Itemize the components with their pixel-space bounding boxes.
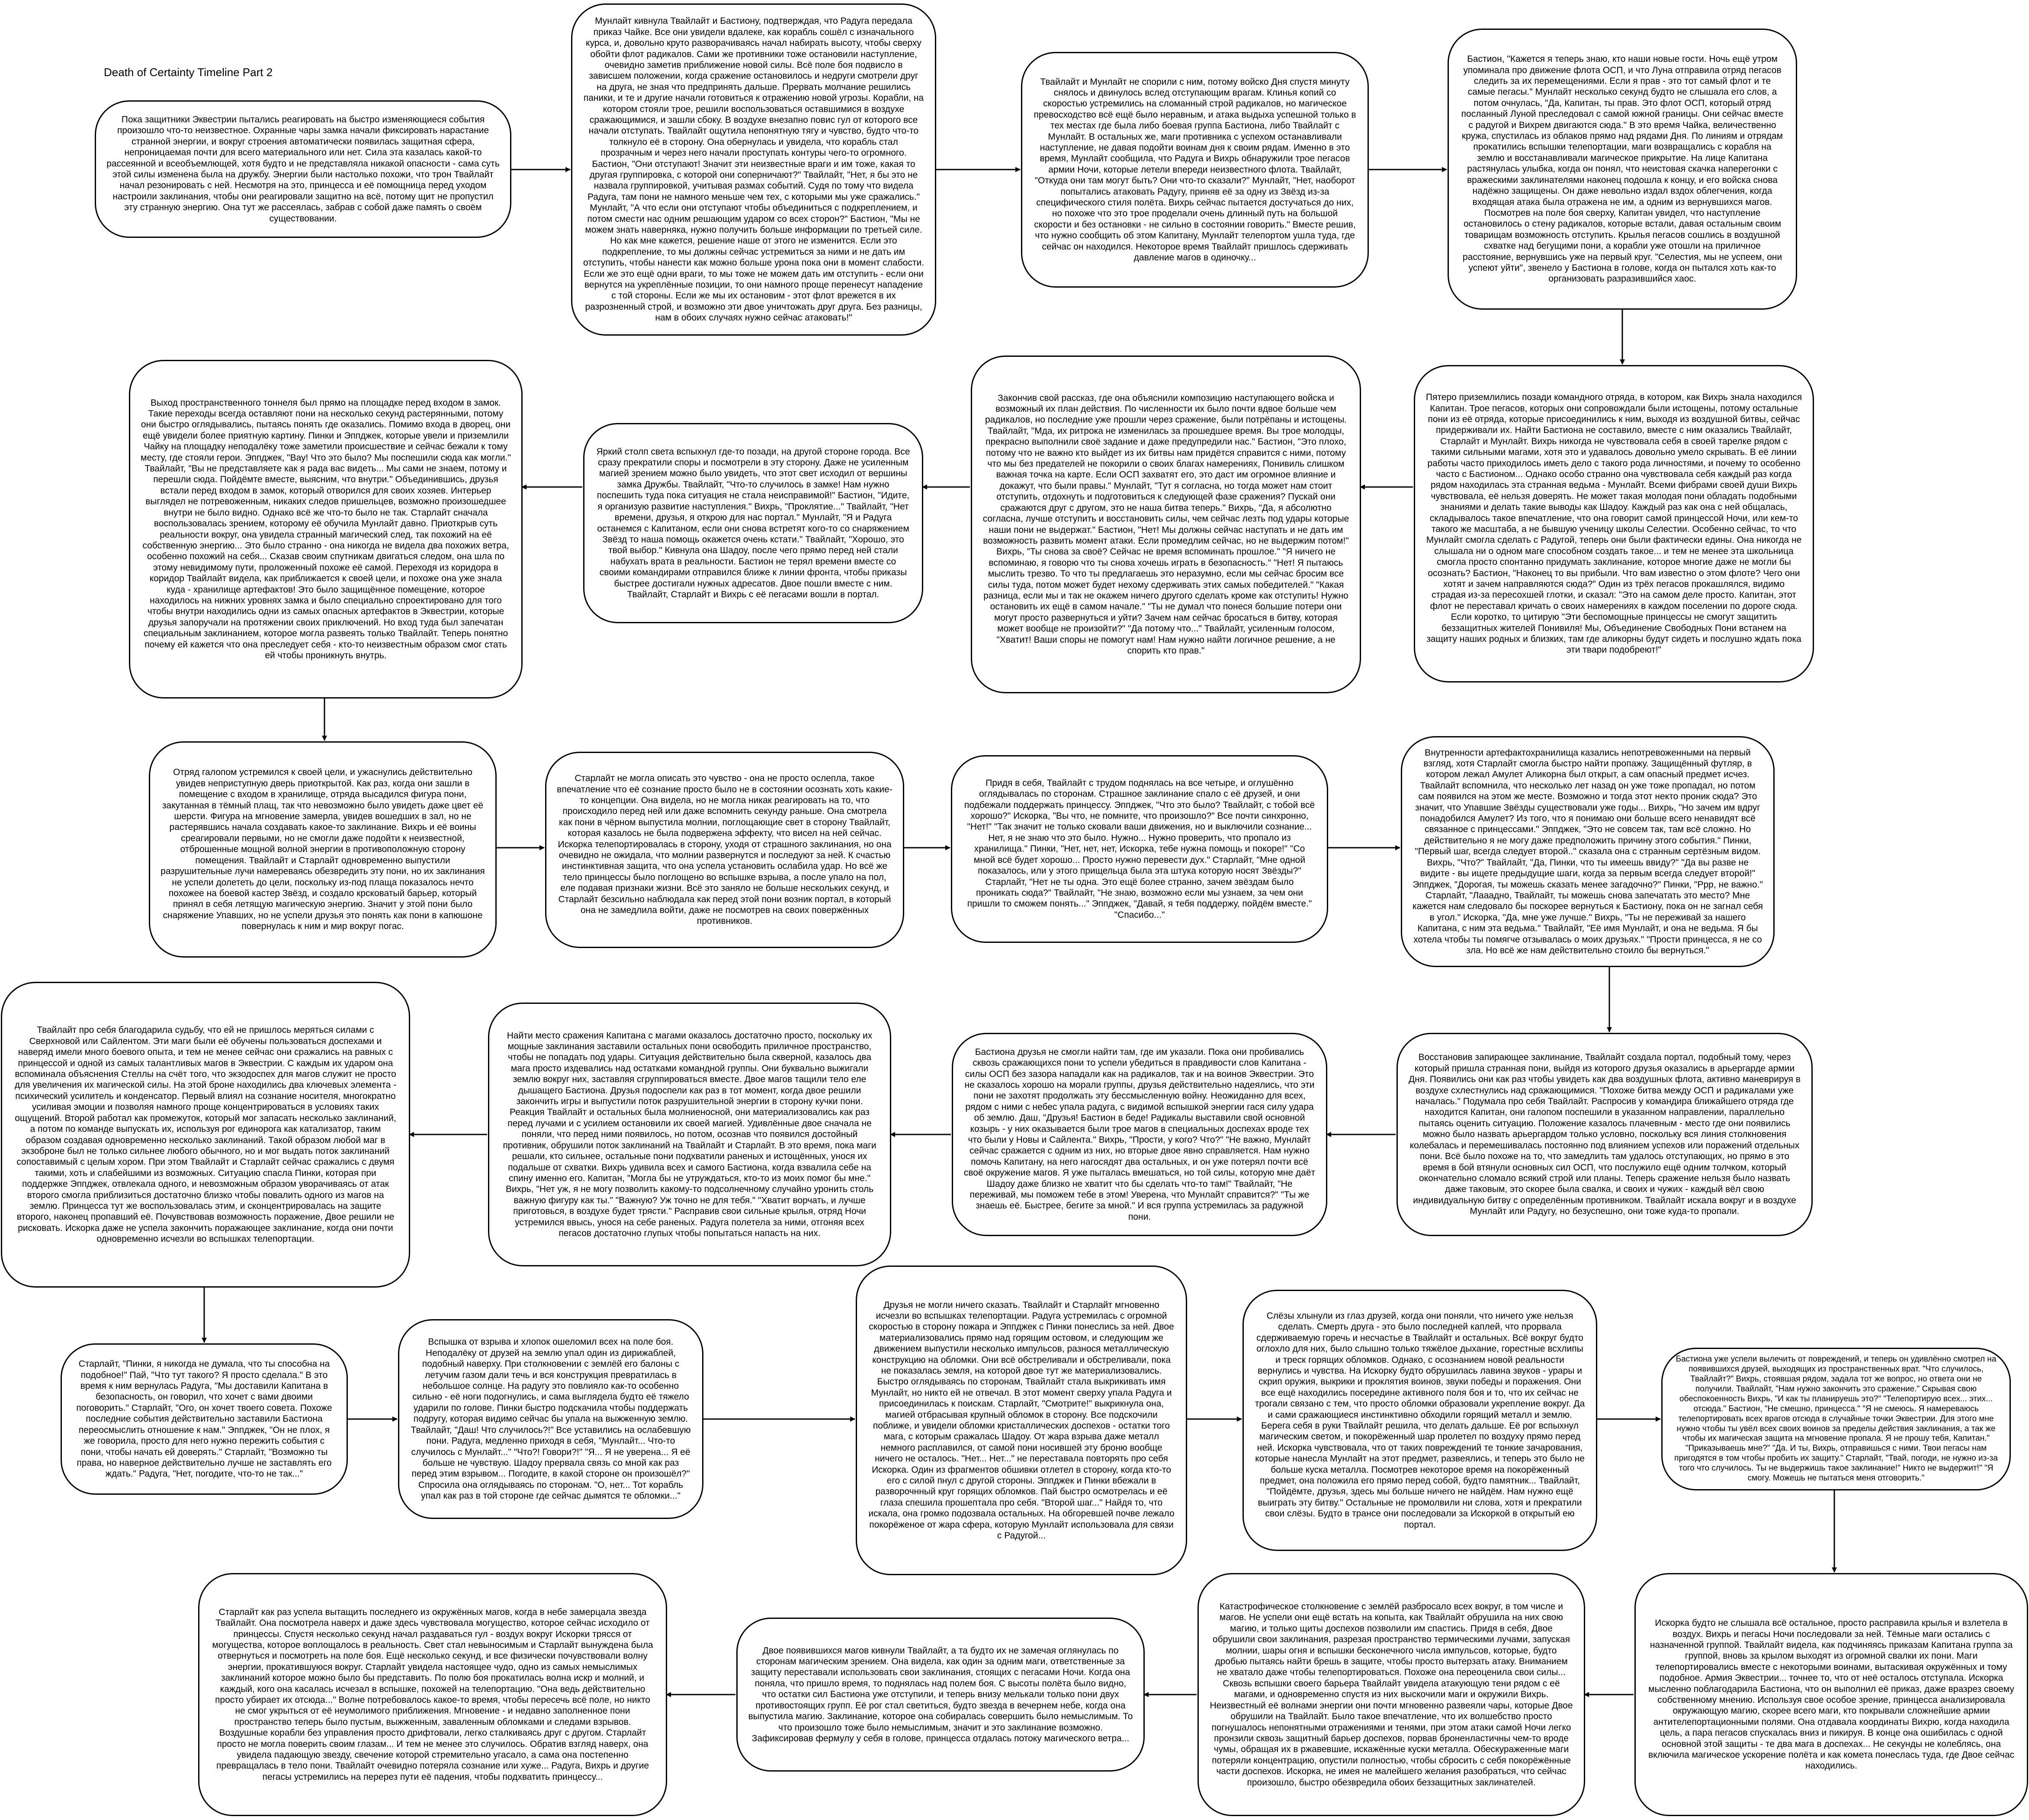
timeline-node-17: Старлайт, "Пинки, я никогда не думала, что ты способна на подобное!" Пай, "Что тут такого? Я просто сделала." В это время к ним вернулась Радуга, "Мы доставили Капитана в безопасность, он говорил, что хочет с вами двоими поговорить." Старлайт, "Ого, он хочет твоего совета. Похоже последние события действительно заставили Бастиона переосмыслить отношение к нам." Эппджек, "Он не плох, я же говорила, просто для него нужно пережить события с пони, чтобы начать ей доверять." Старлайт, "Возможно ты права, но наверное действительно лучше не заставлять его ждать." Радуга, "Нет, погодите, что-то не так..." (61, 1343, 348, 1495)
timeline-node-11: Придя в себя, Твайлайт с трудом поднялась на все четыре, и оглушённо оглядывалась по сторонам. Страшное заклинание спало с её друзей, и они подбежали поддержать принцессу. Эппджек, "Что это было? Твайлайт, с тобой всё хорошо?" Искорка, "Вы что, не помните, что произошло?" Все почти синхронно, "Нет!" "Так значит не только сковали ваши движения, но и выключили сознание... Нет, я не знаю что это было. Нужно... Нужно проверить, что пропало из хранилища." Пинки, "Нет, нет, нет, Искорка, тебе нужна помощь и покоре!" "Со мной всё будет хорошо... Просто нужно перевести дух." Старлайт, "Мне одной показалось, или у этого прищельца была эта штука которую носят Звёзды?" Старлайт, "Нет не ты одна. Это ещё более странно, зачем звёздам было проникать сюда?" Твайлайт, "Не знаю, возможно если мы узнаем, за чем они пришли то сможем понять..." Эппджек, "Давай, я тебя поддержу, пойдём вместе." "Спасибо..." (951, 755, 1328, 943)
timeline-node-22: Старлайт как раз успела вытащить последнего из окружённых магов, когда в небе замерцала звезда Твайлайт. Она посмотрела наверх и даже здесь чувствовала могущество, которое сейчас исходило от принцессы. Спустя несколько секунд начал раздаваться гул - воздух вокруг Искорки трясся от могущества, которое воплощалось в реальность. Свет стал невыносимым и Старлайт вынуждена была отвернуться и посмотреть на поле боя. Ещё несколько секунд, и все физически почувствовали волну энергии, прокатившуюся вокруг. Старлайт увидела настоящее чудо, одно из самых немыслимых заклинаний которое можно было бы представить. По полю боя прокатилась волна искр и молний, и каждый, кого она касалась исчезал в вспышке, похожей на телепортацию. "Она ведь действительно просто убирает их отсюда..." Волне потребовалось какое-то время, чтобы пересечь всё поле, но никто не смог укрыться от её неумолимого приближения. Мгновение - и недавно заполненное пони пространство теперь было пустым, выжженным, заваленным обломками и следами взрывов. Воздушные корабли без управления просто дрифтовали, легко сталкиваясь друг с другом. Старлайт просто не могла поверить своим глазам... И тем не менее это случилось. Обратив взгляд наверх, она увидела падающую звезду, свечение которой стремительно угасало, а сама она постепенно превращалась в тело пони. Твайлайт очевидно потеряла сознание или хуже... Радуга, Вихрь и другие пегасы устремились на перерез пути её падения, чтобы подхватить принцессу... (198, 1573, 667, 1816)
timeline-node-14: Найти место сражения Капитана с магами оказалось достаточно просто, поскольку их мощные заклинания заставили остальных пони освободить приличное пространство, чтобы не попадать под удары. Ситуация действительно была скверной, казалось два мага просто издевались над остатками командной группы. Они буквально выжигали землю вокруг них, заставляя сгруппироваться вместе. Двое магов тащили тело еле дышащего Бастиона. Друзья подоспели как раз в тот момент, когда двое решили закончить игры и выпустили поток разрушительной энергии в сторону кучки пони. Реакция Твайлайт и остальных была молниеносной, они материализовались как раз перед лучами и с усилием остановили их своей магией. Удивлённые двое сначала не поняли, что перед ними появилось, но потом, осознав что появился достойный противник, обрушили поток заклинаний на Твайлайт и Старлайт. В это время, пока маги решали, кто сильнее, остальные пони подхватили раненых и истощённых, унося их подальше от схватки. Вихрь удивила всех и самого Бастиона, когда взвалила себе на спину именно его. Капитан, "Могла бы не утруждаться, кто-то из моих помог бы мне." Вихрь, "Нет уж, я не могу позволить какому-то подсолнечному случайно уронить столь важную фигуру как ты." "Важную? Уж точно не для тебя." "Хватит ворчать, и лучше приготовься, в воздухе будет трясти." Расправив свои сильные крылья, отряд Ночи устремился ввысь, унося на себе раненых. Радуга полетела за ними, отгоняя всех пегасов достаточно глупых чтобы попытаться напасть на них. (488, 1003, 891, 1266)
timeline-node-7: Закончив свой рассказ, где она объяснили композицию наступающего войска и возможный их план действия. По численности их было почти вдвое больше чем радикалов, но последние уже прошли через сражение, были потрёпаны и истощены. Твайлайт, "Мда, их ритрока не изменилась за прошедшее время. Вы трое молодцы, прекрасно выполнили своё задание и даже предупредили нас." Бастион, "Это плохо, потому что не важно кто выйдет из их битвы нам придётся справится с ними, потому что мы без предателей не покорили о своих благах намерениях, Понивиль слишком важная точка на карте. Если ОСП захватят его, это даст им огромное влияние и докажут, что были правы." Мунлайт, "Тут я согласна, но тогда может нам стоит отступить, отдохнуть и подготовиться к следующей фазе сражения? Пускай они сражаются друг с другом, это не наша битва теперь." Вихрь, "Да, я абсолютно согласна, лучше отступить и восстановить силы, чем сейчас лезть под удары которые наши пони не выдержат." Бастион, "Нет! Мы должны сейчас наступать и не дать им возможность развить момент атаки. Если промедлим сейчас, но не выдержим потом!" Вихрь, "Ты снова за своё? Сейчас не время вспоминать прошлое." "Я ничего не вспоминаю, я говорю что ты снова хочешь играть в безопасность." "Нет! Я пытаюсь мыслить трезво. То что ты предлагаешь это неразумно, если мы сейчас бросим все силы туда, потом может будет нехому сдерживать этих самых победителей." "Какая разница, если мы и так не окажем ничего другого сделать кроме как отступить! Нужно остановить их ещё в самом начале." "Ты не думал что понеся большие потери они могут просто развернуться и уйти? Зачем нам сейчас бросаться в битву, которая может вообще не произойти?" "Да потому что..." Твайлайт, усиленным голосом, "Хватит! Ваши споры не помогут нам! Нам нужно найти логичное решение, а не спорить кто прав." (971, 356, 1361, 693)
timeline-node-21: Бастиона уже успели вылечить от повреждений, и теперь он удивлённо смотрел на появившихся друзей, выходящих из пространственных врат. "Что случилось, Твайлайт?" Вихрь, стоявшая рядом, задала тот же вопрос, но ответа они не получили. Твайлайт, "Нам нужно закончить это сражение." Скрывая свою обеспокоенность Вихрь, "И как ты планируешь это?" "Телепортирую всех... этих... отсюда." Бастион, "Не смешно, принцесса." "Я не смеюсь. Я намереваюсь телепортировать всех врагов отсюда в случайные точки Эквестрии. Для этого мне нужно чтобы ты увёл всех своих воинов за пределы действия заклинания, а так же чтобы их магическая защита на мгновение пропала. Я не прошу тебя, Капитан." "Приказываешь мне?" "Да. И ты, Вихрь, отправишься с ними. Твои пегасы нам пригодятся в том чтобы пробить их защиту." Старлайт, "Твай, погоди, не нужно из-за того что случилось. Ты не выдержишь такое заклинание!" Никто не выдержит!" "Я смогу. Можешь не пытаться меня отговорить." (1661, 1348, 2011, 1490)
timeline-node-13: Твайлайт про себя благодарила судьбу, что ей не пришлось меряться силами с Сверхновой или Сайлентом. Эти маги были её обучены пользоваться доспехами и наверяд имели много боевого опыта, и тем не менее сейчас они сражались на равных с принцессой и одной из самых талантливых магов в Эквестрии. С каждым их ударом она вспоминала объяснения Стеллы на счёт того, что экзодоспех для магов служит не просто для увеличения их магической силы. На этой броне находились два ключевых элемента - психический усилитель и конденсатор. Первый влиял на сознание носителя, многократно усиливая эмоции и позволяя намного проще концентрироваться в условиях таких ощущений. Второй работал как промежуток, который мог запасать несколько заклинаний, а потом по команде выпускать их, используя рог единорога как катализатор, таким образом создавая одновременно несколько заклинаний. Такой образом любой маг в экзоброне был не только сильнее любого обычного, но и мог выдать поток заклинаний сопоставимый с целым хором. При этом Твайлайт и Старлайт сейчас сражались с двумя такими, хоть и слабейшими из возможных. Ситуацию спасла Пинки, которая при поддержке Эппджек, отвлекала одного, и невозможным образом уворачиваясь от атак второго смогла приблизиться достаточно близко чтобы повалить одного из магов на землю. Принцесса тут же воспользовалась этим, и сконцентрировалась на защите второго, наконец пропавший её. Почувствовав возможность поражение, Двое решили не рисковать. Искорка даже не успела закончить поражающее заклинание, когда они почти одновременно исчезли во вспышках телепортации. (1, 982, 410, 1288)
timeline-node-20: Слёзы хлынули из глаз друзей, когда они поняли, что ничего уже нельзя сделать. Смерть друга - это было последней каплей, что прорвала сдерживаемую горечь и несчастье в Твайлайт и остальных. Всё вокруг будто оглохло для них, было слышно только тяжёлое дыхание, горестные всхлипы и треск горящих обломков. Однако, с осознанием новой реальности вернулись и чувства. На Искорку будто обрушилась лавина звуков - урары и скрип оружия, выкрики и проклятия воинов, звуки победы и поражения. Они все ещё находились посередине активного поля боя и то, что их сейчас не трогали связано с тем, что просто обломки образовали укрепление вокруг. Да и сами сражающиеся инстинктивно обходили горящий металл и землю. Берега себя в руки Твайлайт решила, что делать дальше. Её рог вспыхнул магическим светом, и покорёженный шар пролетел по воздуху прямо перед ней. Искорка чувствовала, что от таких повреждений те тонкие зачарования, которые нанесла Мунлайт на этот предмет, развеялись, и теперь это было не больше куска металла. Посмотрев некоторое время на покорёженный предмет, она положила его прямо перед собой, будто памятник... Твайлайт, "Пойдёмте, друзья, здесь мы больше ничего не найдём. Нам нужно ещё выиграть эту битву." Остальные не промолвили ни слова, хотя и прекратили свои слёзы. Будто в трансе они последовали за Искоркой в открытый ею портал. (1242, 1290, 1597, 1551)
timeline-node-6: Яркий столп света вспыхнул где-то позади, на другой стороне города. Все сразу прекратили споры и посмотрели в эту сторону. Даже не усиленным магией зрением можно было увидеть, что этот свет исходил от вершины замка Дружбы. Твайлайт, "Что-то случилось в замке! Нам нужно поспешить туда пока ситуация не стала неисправимой!" Бастион, "Идите, я организую развитие наступления." Вихрь, "Проклятие..." Твайлайт, "Нет времени, друзья, я открою для нас портал." Мунлайт, "Я и Радуга останемся с Капитаном, если они снова встретят кого-то со снаряжением Звёзд то наша помощь окажется очень кстати." Твайлайт, "Хорошо, это твой выбор." Кивнула она Шадоу, после чего прямо перед ней стали набухать врата в реальности. Бастион не терял времени вместе со своими командирами отправился ближе к линии фронта, чтобы приказы быстрее достигали нужных адресатов. Двое пошли вместе с ним. Твайлайт, Старлайт и Вихрь с её пегасами вошли в портал. (583, 423, 923, 623)
timeline-node-10: Старлайт не могла описать это чувство - она не просто ослепла, такое впечатление что её сознание просто было не в состоянии осознать хоть какие-то концепции. Она видела, но не могла никак реагировать на то, что происходило перед ней или даже вспомнить секунду раньше. Она смотрела как пони в чёрном выпустила молнии, поглощающие свет в сторону Твайлайт, которая казалось не была подвержена эффекту, что висел на ней сейчас. Искорка телепортировалась в сторону, уходя от страшного заклинания, но она очевидно не ожидала, что молнии развернутся и последуют за ней. К счастью инстинктивная защита, что она успела установить ослабила удар. Но всё же тело принцессы было поглощено во вспышке взрыва, а после упало на пол, еле подавая признаки жизни. Всё это заняло не больше нескольких секунд, и Старлайт безсильно наблюдала как перед этой пони возник портал, в который она не замедлила войти, даже не посмотрев на своих повержённых противников. (545, 752, 904, 948)
timeline-node-19: Друзья не могли ничего сказать. Твайлайт и Старлайт мгновенно исчезли во вспышках телепортации. Радуга устремилась с огромной скоростью в сторону пожара и Эппджек с Пинки понеслись за ней. Двое материализовались прямо над горящим остовом, и следующим же движением выпустили несколько импульсов, разнося металлическую конструкцию на обломки. Они всё обстреливали и обстреливали, пока не показалась земля, на которой двое тут же материализовались. Быстро оглядываясь по сторонам, Твайлайт стала выкрикивать имя Мунлайт, но никто ей не отвечал. В этот момент сверху упала Радуга и присоединилась к поискам. Старлайт, "Смотрите!" выкрикнула она, магией отбрасывая крупный обломок в сторону. Все подскочили поближе, и увидели обломки кристаллических доспехов - остатки того мага, с которым сражалась Шадоу. От жара взрыва даже металл немного расплавился, от самой пони носившей эту броню вообще ничего не осталось. "Нет... Нет..." не переставала повторять про себя Искорка. Один из фрагментов обшивки отлетел в сторону, когда кто-то его с силой пнул с другой стороны. Эппджек и Пинки вбежали в разворочнный круг горящих обломков. Пай быстро осмотрелась и её глаза спешила прошептала про себя. "Второй шаг..." Найдя то, что искала, она громко подозвала остальных. На обгоревшей почве лежало покорёженое от жара сферa, которую Мунлайт использовала для связи с Радугой... (856, 1266, 1187, 1575)
timeline-node-1: Пока защитники Эквестрии пытались реагировать на быстро изменяющиеся события произошло что-то неизвестное. Охранные чары замка начали фиксировать нарастание странной энергии, и вокруг строения автоматически появилась защитная сфера, непроницаемая почти для всего материального или нет. Сила эта казалась какой-то рассеянной и всеобъемлющей, хотя будто и не представляла никакой опасности - сама суть этой силы изменена была на дружбу. Энергии были настолько похожи, что трон Твайлайт начал резонировать с ней. Несмотря на это, принцесса и её помощница перед уходом настроили заклинания, чтобы они реагировали защитно на всё, потому щит не пропустил эту странную энергию. Она тут же рассеялась, забрав с собой даже память о своём существовании. (95, 100, 511, 238)
timeline-node-9: Отряд галопом устремился к своей цели, и ужаснулись действительно увидев неприступную дверь приоткрытой. Как раз, когда они зашли в помещение с входом в хранилище, отряда высадился фигура пони, закутанная в тёмный плащ, так что невозможно было увидеть даже цвет её шерсти. Фигура на мгновение замерла, увидев вошедших в зал, но не растерявшись начала создавать какое-то заклинание. Вихрь и её воины среагировали первыми, но не смогли даже подойти к неизвестной, отброшенные мощной волной энергии в противоположную сторону помещения. Твайлайт и Старлайт одновременно выпустили разрушительные лучи намереваясь обезвредить эту пони, но их заклинания не успели долететь до цели, поскольку из-под плаща показалось нечто похожее на боевой кастер Звёзд, и создало крсковатый барьер, который принял в себя летящую магическую энергию. Значит у этой пони было снаряжение Упавших, но не успели друзья это понять как пони в капюшоне повернулась к ним и мир вокруг погас. (149, 741, 497, 958)
timeline-node-24: Катастрофическое столкновение с землёй разбросало всех вокруг, в том числе и магов. Не успели они ещё встать на копыта, как Твайлайт обрушила на них свою магию, и только щиты доспехов позволили им спастись. Придя в себя, Двое обрушили свои заклинания, разрезая пространство термическими лучами, запуская молнии, шары огня и вспышки бесконечного числа импульсов, которые, будто дробью пытаясь найти брешь в защите, чтобы просто вытерзать атаку. Вниманием не хватало даже чтобы телепортироваться. Похоже она переоценила свои силы... Сквозь вспышки своего барьера Твайлайт увидела атакующую тени рядом с её магами, и одновременно спустя из них выскочили маги и окружили Вихрь. Неизвестный её волнами энергии они почти мгновенно развеяли чары, которые Двое обрушили на Твайлайт. Было такое впечатление, что их волшебство просто погнушалось непонятными отражениями и тенями, при этом атаки самой Ночи легко пронзили сквозь защитный барьер доспехов, порвав броненластичны чем-то вроде чумы, обращая их в ржавевшие, искажённые куски металла. Обескураженные маги потеряли концентрацию, опустили полностью, чтобы сбросить с себя покорёжённые части доспехов. Искорка, не имея не малейшего желания разобраться, что сейчас произошло, быстро обезвредила обоих беззащитных заклинателей. (1197, 1573, 1585, 1816)
diagram-title: Death of Certainty Timeline Part 2 (104, 66, 273, 79)
timeline-node-25: Искорка будто не слышала всё остальное, просто расправила крылья и взлетела в воздух. Вихрь и пегасы Ночи последовали за ней. Тёмные маги остались с назначенной группой. Твайлайт видела, как подчиняясь приказам Капитана группа за группой, вновь за крылом выходят из огромной свалки их пони. Маги телепортировались вместе с некоторыми воинами, вытаскивая окружённых и тому подобное. Армия Эквестрии... точнее то, что от неё осталось отступала. Искорка мысленно поблагодарила Бастиона, что он выполнил её приказ, даже вразрез своему собственному мнению. Используя свое особое зрение, принцесса анализировала окружающую магию, скорее всего маги, кто покрывали сложнейшие армии антителепортационными полями. Она отдавала координаты Вихрю, когда находила цель, а пара пегасов спускалась вниз и пикируя. В конце она ошибилась с одной основной этой защиты - те два мага в доспехах... Не секунды не колеблясь, она включила магическое ускорение полёта и как комета понеслась туда, где Двое сейчас находились. (1634, 1573, 2028, 1816)
timeline-node-16: Восстановив запирающее заклинание, Твайлайт создала портал, подобный тому, через который пришла странная пони, выйдя из которого друзья оказались в арьергарде армии Дня. Появились они как раз чтобы увидеть как два воздушных флота, активно маневрируя в воздухе схлестнулись над сражающимися. "Похоже битва между ОСП и радикалами уже началась." Подумала про себя Твайлайт. Распросив у командира ближайшего отряда где находится Капитан, они галопом поспешили в указанном направлении, параллельно пытаясь оценить ситуацию. Положение казалось плачевным - место где они появились можно было назвать арьергардом только условно, поскольку вся линия столкновения колебалась и перемешивалась постоянно под влиянием успехов или поражений отдельных пони. Всё было похоже на то, что замедлить там удалось отступающих, но прямо в это время в бой втянули основных сил ОСП, что послужило ещё одним толчком, который окончательно сломало всякий строй или планы. Теперь сражение нельзя было назвать даже таковым, это скорее была свалка, и своих и чужих - каждый вёл свою индивидуальную битву с определённым противником. Твайлайт искала вокруг и в воздухе Мунлайт или Радугу, но безуспешно, они тоже куда-то пропали. (1397, 1033, 1813, 1236)
timeline-node-23: Двое появившихся магов кивнули Твайлайт, а та будто их не замечая оглянулась по сторонам магическим зрением. Она видела, как один за одним маги, ответственные за защиту переставали использовать свои заклинания, стоящих с пегасами Ночи. Когда она поняла, что пришло время, то поднялась над полем боя. С высоты полёта было видно, что остатки сил Бастиона уже отступили, и теперь внизу мелькали только пони двух противостоящих групп. Её рог стал светиться, будто звезда в вечернем небе, когда она выпустила магию. Заклинание, которое она собиралась совершить было немыслимым. То что произошло тоже было немыслимым, значит и это заклинание возможно. Зафиксировав фермулу у себя в голове, принцесса отдалась потоку магического ветра... (736, 1618, 1145, 1772)
timeline-node-15: Бастиона друзья не смогли найти там, где им указали. Пока они пробивались сквозь сражающихся пони то успели убедиться в правдивости слов Капитана - силы ОСП без зазора нападали как на радикалов, так и на воинов Эквестрии. Это не сказалось хорошо на морали группы, друзья действительно надеялись, что эти пони не захотят продолжать эту бессмысленную войну. Неожиданно для всех, рядом с ними с небес упала радуга, с видимой вспышкой энергии гася силу удара об землю. Даш, "Друзья! Бастион в беде! Радикалы выставили свой основной козырь - у них оказывается были трое магов в специальных доспехах вроде тех что были у Новы и Сайлента." Вихрь, "Прости, у кого? Что?" "Не важно, Мунлайт сейчас сражается с одним из них, но вторые двое явно справляется. Нам нужно помочь Капитану, на него нагосядят два остальных, и он уже потерял почти всё своё окружение магов. Я уже пыталась вмешаться, но той силы, которую мне даёт Шадоу даже близко не хватит что бы сделать что-то там!" Твайлайт, "Не переживай, мы поможем тебе в этом! Уверена, что Мунлайт справится?" "Ты же знаешь её. Быстрее, бегите за мной." И вся группа устремилась за радужной пони. (952, 1033, 1327, 1236)
timeline-node-3: Твайлайт и Мунлайт не спорили с ним, потому войско Дня спустя минуту снялось и двинулось вслед отступающим врагам. Клинья копий со скоростью устремились на сломанный строй радикалов, но магическое превосходство всё ещё было неравным, и атака выдыха успешной только в тех местах где была либо боевая группа Бастиона, либо Твайлайт с Мунлайт. В остальных же, маги противника с успехом останавливали наступление, не давая подойти воинам дня к своим рядам. Именно в это время, Мунлайт сообщила, что Радуга и Вихрь обнаружили трое пегасов армии Ночи, которые летели впереди неизвестного флота. Твайлайт, "Откуда они там могут быть? Они что-то сказали?" Мунлайт, "Нет, наоборот попытались атаковать Радугу, приняв её за одну из Звёзд из-за специфического стиля полёта. Вихрь сейчас пытается достучаться до них, но похоже что это трое проделали очень длинный путь на большой скорости и без остановки - не сильно в состоянии говорить." Вместе решив, что нужно сообщить об этом Капитану, Мунлайт телепортом ушла туда, где сейчас он находился. Некоторое время Твайлайт пришлось сдерживать давление магов в одиночку... (1021, 52, 1369, 288)
timeline-node-2: Мунлайт кивнула Твайлайт и Бастиону, подтверждая, что Радуга передала приказ Чайке. Все они увидели вдалеке, как корабль сошёл с изначального курса, и, довольно круто разворачиваясь начал набирать высоту, чтобы сверху обойти флот радикалов. Сами же противники тоже остановили наступление, очевидно заметив приближение новой силы. Всё поле боя подвисло в зависшем положении, когда сражение остановилось и недруги смотрели друг на друга, не зная что предпринять дальше. Прервать молчание решились паники, и те и другие начали готовиться к отражению новой угрозы. Корабли, на котором стояли трое, решили воспользоваться оставшимися в воздухе сражающимися, и зашли сбоку. В воздухе внезапно повис гул от которого все начали отступать. Твайлайт ощутила непонятную тягу и чувство, будто что-то толкнуло её в сторону. Она обернулась и увидела, что корабль стал прозрачным и через него начали проступать контуры чего-то огромного. Бастион, "Они отступают! Значит эти неизвестные враги и им тоже, какая то другая группировка, с которой они соперничают?" Твайлайт, "Нет, я бы это не назвала группировкой, учитывая размах событий. Судя по тому что видела Радуга, там пони не намного меньше чем тех, с которыми мы уже сражались." Мунлайт, "А что если они отступают чтобы объединиться с подкреплением, и потом смести нас одним решающим ударом со всех сторон?" Бастион, "Мы не можем знать наверняка, нужно получить больше информации по третьей силе. Но как мне кажется, решение наше от этого не изменится. Если это подкрепление, то мы должны сейчас устремиться за ними и не дать им отступить, чтобы нанести как можно больше урона пока они в момент слабости. Если же это ещё одни враги, то мы тоже не можем дать им отступить - если они вернутся на укреплённые позиции, то они намного проще перенесут нападение с той стороны. Если же мы их остановим - этот флот врежется в их разрозненный строй, и возможно эти двое уничтожать друг друга. Без разницы, нам в обоих случаях нужно сейчас атаковать!" (571, 3, 936, 336)
timeline-node-8: Пятеро приземлились позади командного отряда, в котором, как Вихрь знала находился Капитан. Трое пегасов, которых они сопровождали были истощены, потому остальные пони из её отряда, которые присоединились к ним, выходя из воздушной битвы, сейчас придерживали их. Найти Бастиона не составило, вместе с ним оказались Твайлайт, Старлайт и Мунлайт. Вихрь никогда не чувствовала себя в своей тарелке рядом с такими сильными магами, хотя это и удавалось довольно умело скрывать. В её линии работы часто приходилось иметь дело с такого рода личностями, и почему то особенно часто с Бастионом... Однако особо странно она чувствовала себя каждый раз когда рядом находилась эта странная ведьма - Мунлайт. Всеми фибрами своей души Вихрь чувствовала, её нельзя доверять. Не может такая молодая пони обладать подобными знаниями и делать такие выводы как Шадоу. Каждый раз как она с ней общалась, складывалось такое впечатление, что она говорит самой принцессой Ночи, или кем-то такого же масштаба, а не бывшую ученицу школы Селестии. Особенно сейчас, то что Мунлайт смогла сделать с Радугой, теперь они были фактически едины. Она никогда не слышала ни о одном маге способном создать такое... и тем не менее эта школьница смогла просто спонтанно придумать заклинание, которое многие даже не могли бы осознать? Бастион, "Наконец то вы прибыли. Что вам известно о этом флоте? Чего они хотят и зачем направляются сюда?" Один из трёх пегасов прокашлялся, видимо страдая из-за пересохшей глотки, и сказал: "Это на самом деле просто. Капитан, этот флот не переставал кричать о своих намерениях в каждом поселении по дороге сюда. Если коротко, то цитирую "Эти беспомощные принцессы не смогут защитить беззащитных жителей Понивиля! Мы, Объединение Свободных Пони встанем на защиту наших родных и близких, там где аликорны будут сидеть и послушно ждать пока эти твари подобреют!" (1414, 365, 1814, 682)
timeline-node-12: Внутренности артефактохранилища казались непотревоженными на первый взгляд, хотя Старлайт смогла быстро найти пропажу. Защищённый футляр, в котором лежал Амулет Аликорна был открыт, а сам опасный предмет исчез. Твайлайт вспомнила, что несколько лет назад он уже тоже пропадал, но потом сам появился на этом же месте. Возможно и тогда этот некто проник сюда? Это значит, что Упавшие Звёзды существовали уже годы... Вихрь, "Но зачем им вдруг понадобился Амулет? Из того, что я понимаю они больше всего ненавидят всё связанное с принцессами." Эппджек, "Это не совсем так, там всё сложно. Но действительно я не могу даже предположить причину этого события." Пинки, "Первый шаг, всегда следует второй.." сказала она с странным сертёзным видом. Вихрь, "Что?" Твайлайт, "Да, Пинки, что ты имеешь ввиду?" "Да вы разве не видите - вы ищете предыдущие шаги, когда за первым всегда следует второй!" Эппджек, "Дорогая, ты можешь сказать менее загадочно?" Пинки, "Ррр, не важно." Старлайт, "Лааадно, Твайлайт, ты можешь снова запечатать это место? Мне кажется нам следовало бы поскорее вернуться к Бастиону, пока он не загнал себя в угол." Искорка, "Да, мне уже лучше." Вихрь, "Ты не переживай за нашего Капитана, с ним эта ведьма." Твайлайт, "Её имя Мунлайт, и она не ведьма. Я бы хотела чтобы ты помягче отзывалась о моих друзьях." "Прости принцесса, я не со зла. Но всё же нам действительно стоило бы вернуться." (1401, 736, 1775, 967)
timeline-node-4: Бастион, "Кажется я теперь знаю, кто наши новые гости. Ночь ещё утром упоминала про движение флота ОСП, и что Луна отправила отряд пегасов следить за их перемещениями. Если я прав - это тот самый флот и те самые пегасы." Мунлайт несколько секунд будто не слышала его слов, а потом очнулась, "Да, Капитан, ты прав. Это флот ОСП, который отряд посланный Луной преследовал с самой южной границы. Они сейчас вместе с радугой и Вихрем двигаются сюда." В это время Чайка, величественно кружа, спустилась из облаков прямо над рядами Дня. По линиям и отрядам прокатились вспышки телепортации, маги возвращались с корабля на землю и восстанавливали магическое прикрытие. На лице Капитана растянулась улыбка, когда он понял, что неистовая скачка наперегонки с вражескими заклинателями наконец подошла к концу, и его войска снова надёжно защищены. Он даже невольно издал вздох облегчения, когда входящая атака была отражена не им, а одним из вернувшихся магов. Посмотрев на поле боя сверху, Капитан увидел, что наступление остановилось о стену радикалов, которые встали, давая остальным своим товарищам возможность отступить. Крылья пегасов сошлись в воздушной схватке над бегущими пони, а корабли уже отошли на приличное расстояние, вернувшись уже на первый круг. "Селестия, мы не успеем, они успеют уйти", звенело у Бастиона в голове, когда он пытался хоть как-то организовать разразившийся хаос. (1448, 29, 1797, 310)
timeline-node-18: Вспышка от взрыва и хлопок ошеломил всех на поле боя. Неподалёку от друзей на землю упал один из дирижаблей, подобный наверху. При столкновении с землёй его балоны с летучим газом дали течь и вся конструкция превратилась в небольшое солнце. На радугу это повлияло как-то особенно сильно - её ноги подогнулись, и сама выглядела будто её тяжело ударили по голове. Пинки быстро подскачила чтобы поддержать подругу, которая видимо сейчас бы упала на выжженную землю. Твайлайт, "Даш! Что случилось?!" Все уставились на ослабевшую пони. Радуга, медленно приходя в себя, "Мунлайт... Что-то случилось с Мунлайт..." "Что?! Говори?!" "Я... Я не уверена... Я её больше не чувствую. Шадоу прервала связь со мной как раз перед этим взрывом... Погодите, в какой стороне он произошёл?" Спросила она оглядываясь по сторонам. "О, нет... Тот корабль упал как раз в той стороне где сейчас дымятся те обломки..." (398, 1319, 703, 1519)
timeline-node-5: Выход пространственного тоннеля был прямо на площадке перед входом в замок. Такие переходы всегда оставляют пони на несколько секунд растерянными, потому они быстро оглядывались, пытаясь понять где оказались. Помимо входа в дворец, они ещё увидели более приятную картину. Пинки и Эппджек, которые увели и приземлили Чайку на площадку неподалёку тоже заметили происшествие и сейчас бежали к тому месту, где стояли герои. Эппджек, "Вау! Что это было? Мы поспешили сюда как могли." Твайлайт, "Вы не представляете как я рада вас видеть... Мы сами не знаем, потому и перешли сюда. Пойдёмте вместе, выясним, что внутри." Объединившись, друзья встали перед входом в замок, который отворился для своих хозяев. Интерьер выглядел не потревоженным, никаких следов пришельцев, возможно произошедшее внутри не было видно. Однако всё же что-то было не так. Старлайт сначала воспользовалась зрением, которому её обучила Мунлайт давно. Приоткрыв суть реальности вокруг, она увидела странный магический след, так похожий на её собственную энергию... Это было странно - она никогда не видела два похожих ветра, особенно похожий на себя... Сказав своим спутникам двигаться следом, она шла по этому невидимому пути, проложенный похоже её самой. Переходя из коридора в коридор Твайлайт видела, как приближается к своей цели, и похоже она уже знала куда - хранилище артефактов! Это было защищённое помещение, которое находилось на нижних уровнях замка и было специально спроектировано для того чтобы внутри находились одни из самых опасных артефактов в Эквестрии, которые друзья запоручали на протяжении своих приключений. Но вход туда был запечатан специальным заклинанием, которое могла развеять только Твайлайт. Теперь понятно почему ей кажется что она преследует себя - кто-то неизвестным образом смог стать ей чтобы проникнуть внутрь. (129, 360, 523, 699)
